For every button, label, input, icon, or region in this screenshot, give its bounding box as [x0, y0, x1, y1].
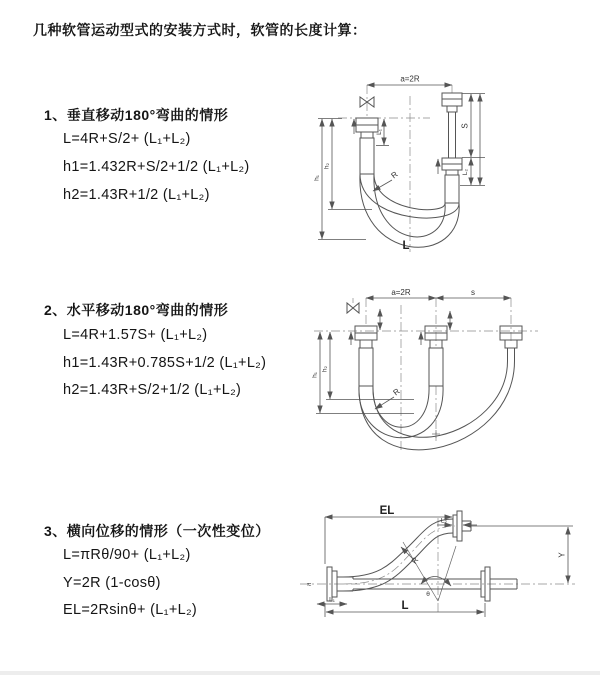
left-riser [356, 118, 378, 174]
dim-label-l1: L₁ [329, 596, 335, 604]
centerlines [338, 85, 452, 252]
section1-heading: 1、垂直移动180°弯曲的情形 [44, 107, 229, 123]
diagram-horizontal-180-bend [306, 283, 591, 465]
dim-label-a2r: a=2R [391, 288, 411, 297]
page-title: 几种软管运动型式的安装方式时，软管的长度计算： [33, 22, 367, 38]
section1-formula-h1: h1=1.432R+S/2+1/2 (L₁+L₂) [63, 159, 250, 175]
dim-label-h2: h₂ [323, 162, 331, 170]
centerline-break-mark: ≈ [307, 580, 312, 589]
dimension-lines [317, 517, 573, 617]
dim-label-el: EL [379, 505, 395, 517]
section3-formula-L: L=πRθ/90+ (L₁+L₂) [63, 547, 191, 563]
valve-icon [347, 303, 359, 313]
dim-label-s: s [471, 288, 475, 297]
hose-u-bend [360, 174, 459, 247]
diagram-vertical-180-bend [310, 66, 590, 258]
section2-heading: 2、水平移动180°弯曲的情形 [44, 302, 229, 318]
dimension-lines [318, 85, 485, 240]
section1-formula-L: L=4R+S/2+ (L₁+L₂) [63, 131, 191, 147]
upper-right-flange [453, 511, 471, 541]
dim-label-l1: L₁ [376, 129, 383, 135]
section2-formula-L: L=4R+1.57S+ (L₁+L₂) [63, 327, 208, 343]
section1-formula-h2: h2=1.43R+1/2 (L₁+L₂) [63, 187, 210, 203]
centerlines [311, 298, 538, 451]
dim-label-l2: L₂ [462, 168, 469, 176]
section3-heading: 3、横向位移的情形（一次性变位） [44, 523, 270, 539]
dim-label-l2: L₂ [440, 517, 448, 525]
dim-label-r: R [391, 386, 402, 398]
section3-formula-EL: EL=2Rsinθ+ (L₁+L₂) [63, 602, 198, 618]
dim-label-r: R [389, 169, 400, 181]
diagram-lateral-displacement [295, 504, 595, 649]
dim-label-y: Y [557, 552, 567, 558]
right-riser [442, 93, 462, 203]
dim-label-h1: h₁ [311, 372, 319, 378]
section3-formula-Y: Y=2R (1-cosθ) [63, 575, 161, 591]
dim-label-length: L [402, 240, 410, 252]
dim-label-h1: h₁ [313, 175, 321, 181]
scan-edge [0, 671, 600, 675]
left-riser [355, 326, 377, 386]
dim-label-length: L [401, 600, 409, 612]
dim-label-a2r: a=2R [400, 74, 420, 84]
centerlines [300, 518, 575, 612]
hose-s-curve [343, 519, 453, 591]
section2-formula-h2: h2=1.43R+S/2+1/2 (L₁+L₂) [63, 382, 242, 398]
dim-label-r: R [409, 555, 421, 566]
hose-u-bends [359, 361, 515, 450]
dim-label-h2: h₂ [321, 365, 329, 373]
section2-formula-h1: h1=1.43R+0.785S+1/2 (L₁+L₂) [63, 355, 267, 371]
dimension-lines [316, 298, 511, 414]
dim-label-s: S [460, 123, 470, 129]
dim-label-theta: θ [426, 591, 430, 598]
